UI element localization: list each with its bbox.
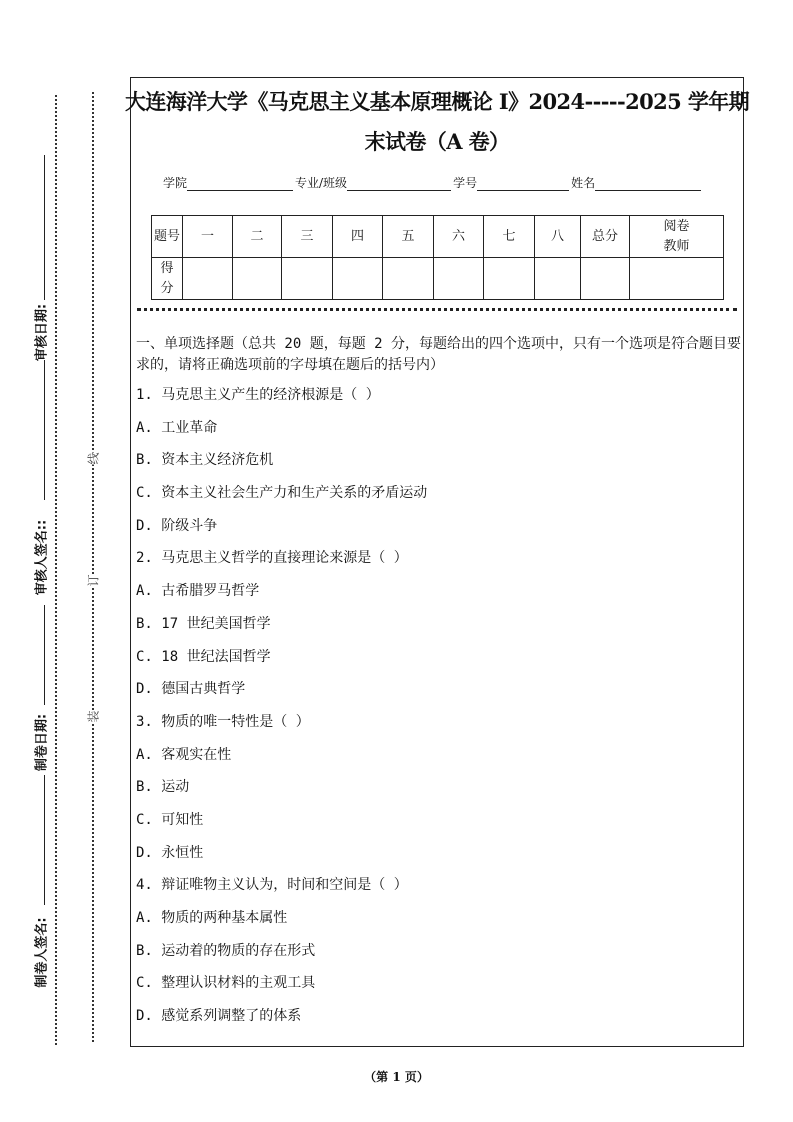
name-field[interactable]	[595, 178, 701, 191]
reviewer-label: 审核人签名::	[34, 519, 50, 596]
answer-option: A. 客观实在性	[136, 746, 232, 763]
answer-option: B. 资本主义经济危机	[136, 452, 274, 469]
score-cell[interactable]	[333, 258, 383, 300]
question-stem: 4. 辩证唯物主义认为，时间和空间是（ ）	[136, 877, 408, 894]
mark-zhuang: 装	[86, 710, 101, 723]
answer-option: B. 运动着的物质的存在形式	[136, 942, 316, 959]
score-label: 得分	[152, 258, 183, 300]
score-cell[interactable]	[383, 258, 434, 300]
divider	[137, 308, 737, 311]
score-cell[interactable]	[535, 258, 581, 300]
answer-option: C. 可知性	[136, 811, 204, 828]
col-header: 一	[183, 216, 233, 258]
col-header: 二	[233, 216, 282, 258]
exam-body	[136, 334, 741, 1038]
student-id-label: 学号	[453, 176, 478, 190]
student-info	[163, 174, 703, 191]
make-date-label: 制卷日期:	[34, 713, 50, 772]
answer-option: C. 整理认识材料的主观工具	[136, 975, 316, 992]
answer-option: D. 永恒性	[136, 844, 204, 861]
score-table	[151, 215, 724, 300]
make-date-line	[44, 605, 45, 705]
score-cell[interactable]	[581, 258, 630, 300]
col-header: 总分	[581, 216, 630, 258]
answer-option: C. 18 世纪法国哲学	[136, 648, 271, 665]
answer-option: D. 阶级斗争	[136, 517, 218, 534]
major-label: 专业/班级	[295, 176, 348, 190]
score-cell[interactable]	[630, 258, 724, 300]
answer-option: A. 古希腊罗马哲学	[136, 583, 260, 600]
college-label: 学院	[163, 176, 188, 190]
answer-option: D. 感觉系列调整了的体系	[136, 1008, 302, 1025]
score-cell[interactable]	[282, 258, 333, 300]
review-date-line	[44, 155, 45, 300]
answer-option: A. 工业革命	[136, 419, 218, 436]
col-header: 五	[383, 216, 434, 258]
score-cell[interactable]	[233, 258, 282, 300]
col-header: 三	[282, 216, 333, 258]
col-header: 八	[535, 216, 581, 258]
col-header: 七	[484, 216, 535, 258]
exam-title-line2: 末试卷（A 卷）	[364, 129, 510, 154]
col-header: 四	[333, 216, 383, 258]
col-header: 六	[434, 216, 484, 258]
answer-option: A. 物质的两种基本属性	[136, 910, 288, 926]
question-list	[136, 384, 741, 1038]
score-cell[interactable]	[434, 258, 484, 300]
question-stem: 2. 马克思主义哲学的直接理论来源是（ ）	[136, 550, 408, 567]
exam-title-line1: 大连海洋大学《马克思主义基本原理概论 I》2024-----2025 学年期	[124, 89, 750, 114]
answer-option: D. 德国古典哲学	[136, 681, 246, 698]
question-stem: 1. 马克思主义产生的经济根源是（ ）	[136, 387, 380, 403]
score-cell[interactable]	[183, 258, 233, 300]
binding-dotted-line	[92, 92, 94, 1042]
header-label: 题号	[152, 216, 183, 258]
review-date-label: 审核日期:	[34, 303, 50, 362]
student-id-field[interactable]	[477, 178, 569, 191]
question-stem: 3. 物质的唯一特性是（ ）	[136, 713, 310, 730]
answer-option: B. 17 世纪美国哲学	[136, 615, 271, 632]
section-heading: 一、单项选择题（总共 20 题，每题 2 分，每题给出的四个选项中，只有一个选项是符合题目要求的，请将正确选项前的字母填在题后的括号内）	[136, 336, 741, 373]
maker-line	[44, 775, 45, 905]
answer-option: B. 运动	[136, 779, 190, 796]
score-cell[interactable]	[484, 258, 535, 300]
page-number: （第 1 页）	[364, 1070, 429, 1084]
mark-line: 线	[86, 452, 101, 465]
dotted-line-left	[55, 95, 57, 1045]
college-field[interactable]	[187, 178, 293, 191]
name-label: 姓名	[571, 176, 596, 190]
maker-label: 制卷人签名:	[34, 917, 50, 988]
answer-option: C. 资本主义社会生产力和生产关系的矛盾运动	[136, 485, 428, 502]
col-header: 阅卷教师	[630, 216, 724, 258]
major-field[interactable]	[347, 178, 451, 191]
mark-ding: 订	[86, 574, 101, 587]
